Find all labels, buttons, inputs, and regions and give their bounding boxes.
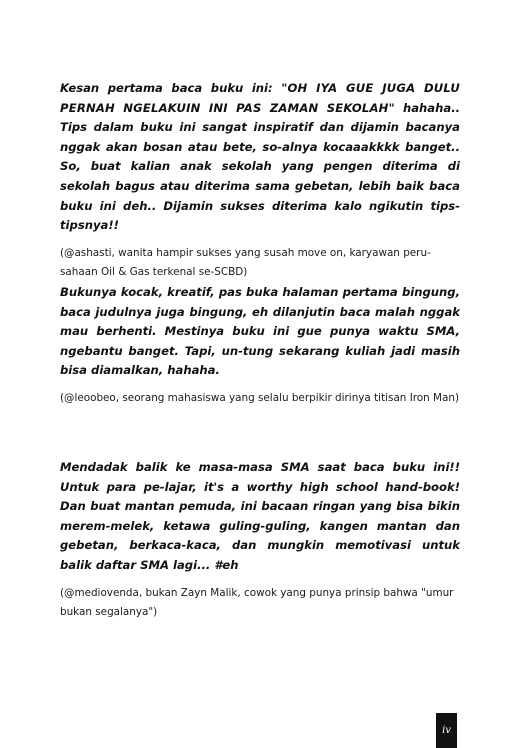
- testimonial-1: [60, 79, 460, 282]
- testimonial-2: [60, 283, 460, 408]
- testimonial-3-attribution: (@mediovenda, bukan Zayn Malik, cowok yang punya prinsip bahwa "umur bukan segalanya"): [60, 586, 454, 618]
- page-number-tab: [436, 713, 457, 748]
- testimonial-2-attribution: (@leoobeo, seorang mahasiswa yang selalu berpikir dirinya titisan Iron Man): [60, 391, 460, 404]
- testimonial-3-body: Mendadak balik ke masa-masa SMA saat baca buku ini!! Untuk para pe-lajar, it's a worthy high school hand-book! Dan buat mantan pemuda, ini bacaan ringan yang bisa bikin merem-melek, ketawa guling-guling, kangen mantan dan gebetan, berkaca-kaca, dan mungkin memotivasi untuk balik daftar SMA lagi... #eh: [60, 460, 460, 572]
- page-number: iv: [442, 725, 451, 736]
- testimonial-1-body: [60, 79, 460, 236]
- testimonial-3: [60, 458, 460, 622]
- testimonial-1-attribution: (@ashasti, wanita hampir sukses yang susah move on, karyawan peru-sahaan Oil & Gas terkenal se-SCBD): [60, 246, 431, 278]
- testimonial-1-body-lead: Kesan pertama baca buku ini:: [60, 81, 282, 95]
- testimonial-2-body: Bukunya kocak, kreatif, pas buka halaman pertama bingung, baca judulnya juga bingung, eh dilanjutin baca malah nggak mau berhenti. Mestinya buku ini gue punya waktu SMA, ngebantu banget. Tapi, un-tung sekarang kuliah jadi masih bisa diamalkan, hahaha.: [60, 285, 460, 378]
- testimonial-1-body-caps: "OH IYA GUE JUGA DULU PERNAH NGELAKUIN INI PAS ZAMAN SEKOLAH": [60, 81, 460, 115]
- testimonial-1-body-rest: hahaha.. Tips dalam buku ini sangat inspiratif dan dijamin bacanya nggak akan bosan atau bete, so-alnya kocaaakkkk banget.. So, buat kalian anak sekolah yang pengen diterima di sekolah bagus atau diterima sama gebetan, lebih baik baca buku ini deh.. Dijamin sukses diterima kalo ngikutin tips-tipsnya!!: [60, 100, 460, 233]
